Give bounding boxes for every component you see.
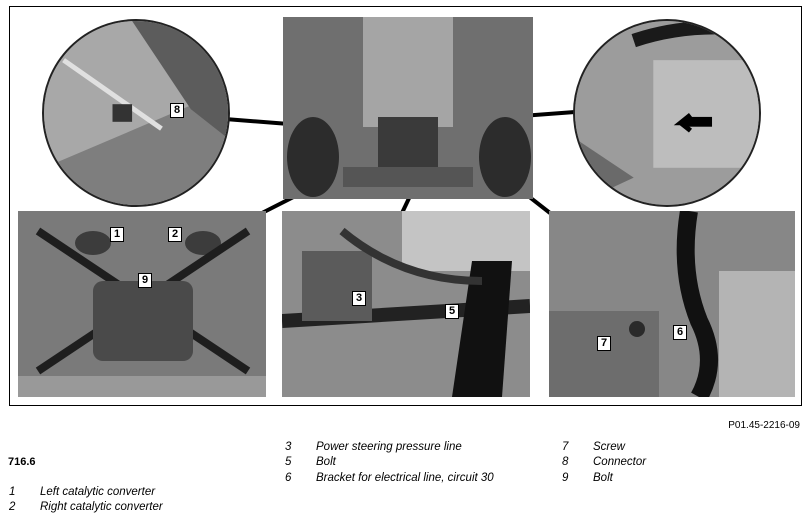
legend-item <box>562 439 646 455</box>
callout-6: 6 <box>673 325 687 340</box>
catalytic-converters-photo <box>18 211 266 397</box>
center-underside-photo <box>283 17 533 199</box>
legend-item <box>9 500 163 516</box>
bracket-screw-photo <box>549 211 795 397</box>
legend-item <box>9 484 163 500</box>
legend-label: Screw <box>593 440 625 453</box>
model-designation: 716.6 <box>8 456 36 468</box>
legend-label: Bolt <box>593 471 613 484</box>
legend-middle <box>285 439 494 486</box>
legend-number: 9 <box>562 471 569 484</box>
legend-label: Power steering pressure line <box>316 440 462 453</box>
figure-frame <box>9 6 802 406</box>
detail-circle-bracket <box>573 19 761 207</box>
callout-5: 5 <box>445 304 459 319</box>
legend-label: Left catalytic converter <box>40 485 156 498</box>
legend-item <box>285 455 494 471</box>
legend-number: 6 <box>285 471 292 484</box>
legend-number: 3 <box>285 440 292 453</box>
legend-left <box>9 484 163 515</box>
figure-id: P01.45-2216-09 <box>728 420 800 431</box>
legend-number: 7 <box>562 440 569 453</box>
callout-8: 8 <box>170 103 184 118</box>
legend-label: Connector <box>593 456 647 469</box>
legend-right <box>562 439 646 486</box>
callout-2: 2 <box>168 227 182 242</box>
legend-number: 8 <box>562 456 569 469</box>
legend-number: 2 <box>9 501 16 514</box>
legend-item <box>562 470 646 486</box>
legend-number: 5 <box>285 456 292 469</box>
legend-label: Bolt <box>316 456 336 469</box>
legend-number: 1 <box>9 485 16 498</box>
legend-label: Bracket for electrical line, circuit 30 <box>316 471 494 484</box>
callout-7: 7 <box>597 336 611 351</box>
legend-item <box>562 455 646 471</box>
power-steering-line-photo <box>282 211 530 397</box>
callout-3: 3 <box>352 291 366 306</box>
callout-9: 9 <box>138 273 152 288</box>
legend-item <box>285 470 494 486</box>
callout-1: 1 <box>110 227 124 242</box>
legend-label: Right catalytic converter <box>40 501 163 514</box>
detail-circle-connector <box>42 19 230 207</box>
legend-item <box>285 439 494 455</box>
